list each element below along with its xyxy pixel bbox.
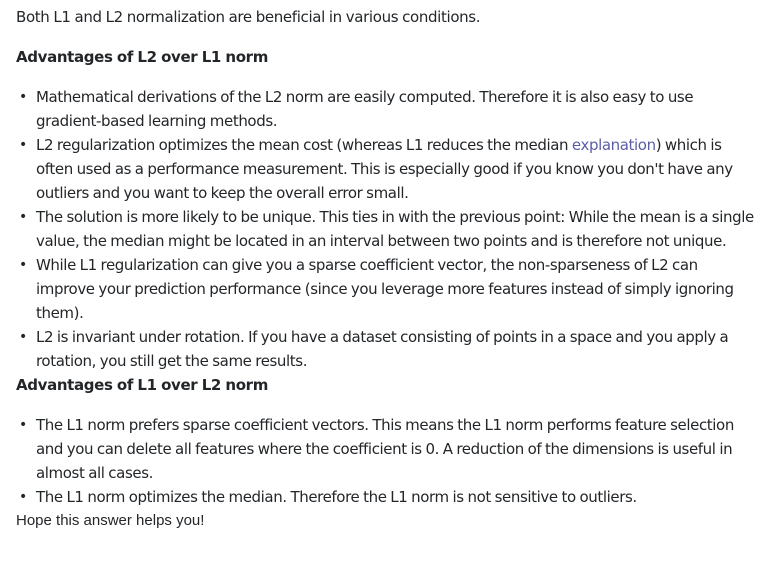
list-item-text: The L1 norm optimizes the median. Therefore the L1 norm is not sensitive to outliers.: [36, 488, 637, 506]
bullet-icon: •: [19, 257, 27, 273]
bullet-icon: •: [19, 489, 27, 505]
bullet-icon: •: [19, 329, 27, 345]
list-item: [19, 85, 758, 133]
bullet-icon: •: [19, 209, 27, 225]
l1-advantages-heading: Advantages of L1 over L2 norm: [16, 376, 269, 394]
list-item: [19, 253, 758, 325]
list-item: [19, 413, 758, 485]
l2-advantages-list: [16, 85, 758, 373]
bullet-icon: •: [19, 137, 27, 153]
list-item: [19, 205, 758, 253]
answer-body: [16, 5, 758, 533]
list-item-text: The L1 norm prefers sparse coefficient vectors. This means the L1 norm performs feature selection and you can delete all features where the coefficient is 0. A reduction of the dimensions is useful in almost all cases.: [36, 416, 734, 482]
intro-text: Both L1 and L2 normalization are beneficial in various conditions.: [16, 8, 481, 26]
bullet-icon: •: [19, 89, 27, 105]
l1-advantages-list: [16, 413, 758, 509]
list-item: [19, 133, 758, 205]
list-item-text: Mathematical derivations of the L2 norm are easily computed. Therefore it is also easy to use gradient-based learning methods.: [36, 88, 694, 130]
list-item-text: The solution is more likely to be unique. This ties in with the previous point: While the mean is a single value, the median might be located in an interval between two points and is therefore not unique.: [36, 208, 754, 250]
explanation-link[interactable]: explanation: [571, 136, 656, 154]
list-item-text-before-link: L2 regularization optimizes the mean cost (whereas L1 reduces the median: [36, 136, 572, 154]
list-item-text-after-link: ) which is often used as a performance measurement. This is especially good if you know you don't have any outliers and you want to keep the overall error small.: [36, 136, 733, 202]
list-item: [19, 485, 758, 509]
l2-advantages-heading: Advantages of L2 over L1 norm: [16, 48, 269, 66]
list-item: [19, 325, 758, 373]
outro-text: Hope this answer helps you!: [16, 512, 205, 529]
bullet-icon: •: [19, 417, 27, 433]
list-item-text: L2 is invariant under rotation. If you have a dataset consisting of points in a space and you apply a rotation, you still get the same results.: [36, 328, 729, 370]
list-item-text: While L1 regularization can give you a sparse coefficient vector, the non-sparseness of L2 can improve your prediction performance (since you leverage more features instead of simply ignoring them).: [36, 256, 734, 322]
